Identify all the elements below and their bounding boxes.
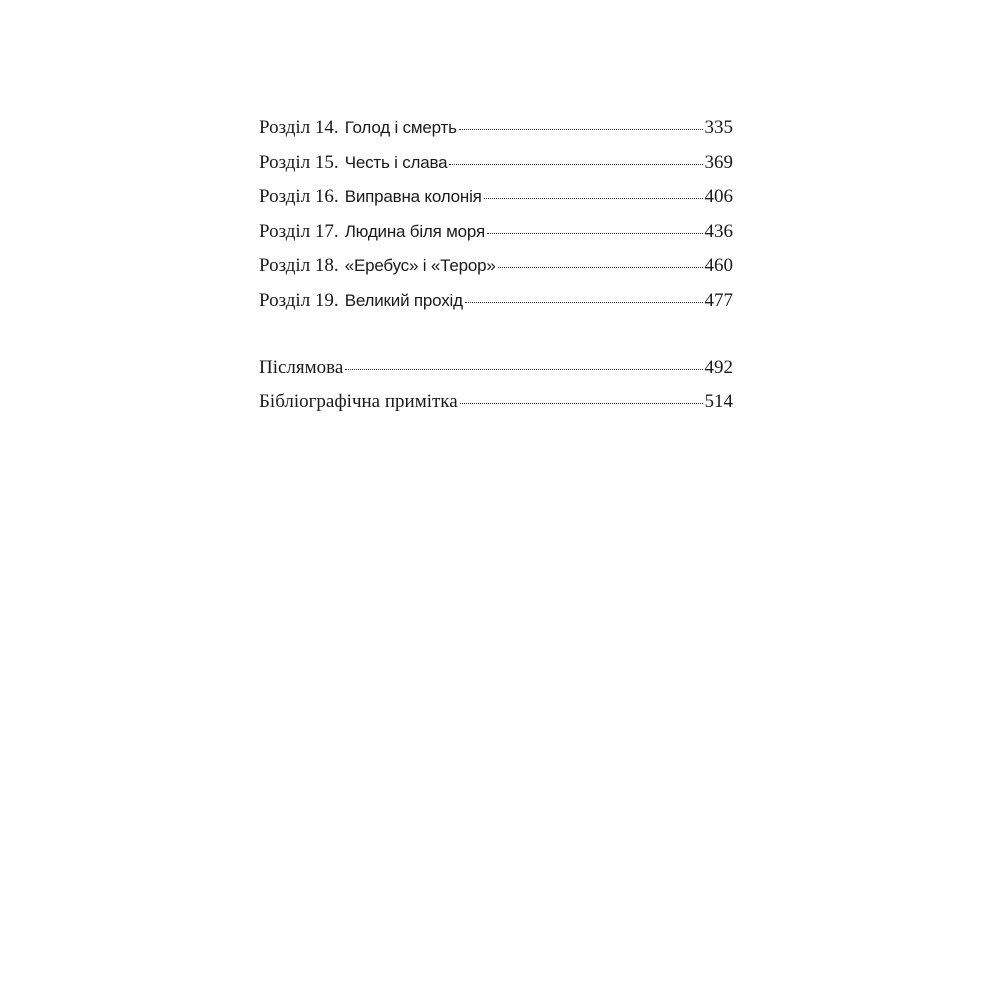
toc-entry-chapter-17 <box>259 222 733 257</box>
chapter-title: Великий прохід <box>344 290 463 310</box>
section-spacer <box>259 326 733 358</box>
page-number: 492 <box>704 356 733 378</box>
dot-leader <box>498 267 703 268</box>
dot-leader <box>484 198 703 199</box>
chapter-number: Розділ 15. <box>259 151 339 173</box>
page-number: 477 <box>704 289 733 311</box>
toc-entry-chapter-19 <box>259 291 733 326</box>
toc-entry-chapter-18 <box>259 256 733 291</box>
chapter-title: Виправна колонія <box>344 187 482 207</box>
table-of-contents <box>259 118 733 427</box>
dot-leader <box>487 233 703 234</box>
chapter-number: Розділ 14. <box>259 117 339 138</box>
chapter-title: Людина біля моря <box>344 221 485 241</box>
dot-leader <box>449 164 702 165</box>
dot-leader <box>460 403 703 404</box>
chapter-number: Розділ 19. <box>259 289 339 311</box>
toc-entry-chapter-15 <box>259 153 733 188</box>
page-number: 436 <box>704 220 733 242</box>
toc-entry-afterword <box>259 358 733 393</box>
page-number: 369 <box>704 151 733 173</box>
chapter-number: Розділ 17. <box>259 220 339 242</box>
toc-entry-chapter-14 <box>259 118 733 153</box>
chapter-number: Розділ 16. <box>259 186 339 208</box>
toc-entry-bibliographic-note <box>259 392 733 427</box>
chapter-title: Честь і слава <box>344 152 448 172</box>
page-number: 406 <box>704 186 733 208</box>
page-number: 335 <box>704 117 733 138</box>
toc-entry-chapter-16 <box>259 187 733 222</box>
page-number: 460 <box>704 255 733 277</box>
chapter-number: Розділ 18. <box>259 255 339 277</box>
page-number: 514 <box>704 391 733 413</box>
entry-title: Бібліографічна примітка <box>259 391 458 413</box>
dot-leader <box>465 302 703 303</box>
entry-title: Післямова <box>259 356 344 378</box>
chapter-title: «Еребус» і «Терор» <box>344 256 496 276</box>
dot-leader <box>345 369 702 370</box>
dot-leader <box>459 129 703 130</box>
chapter-title: Голод і смерть <box>344 118 457 137</box>
